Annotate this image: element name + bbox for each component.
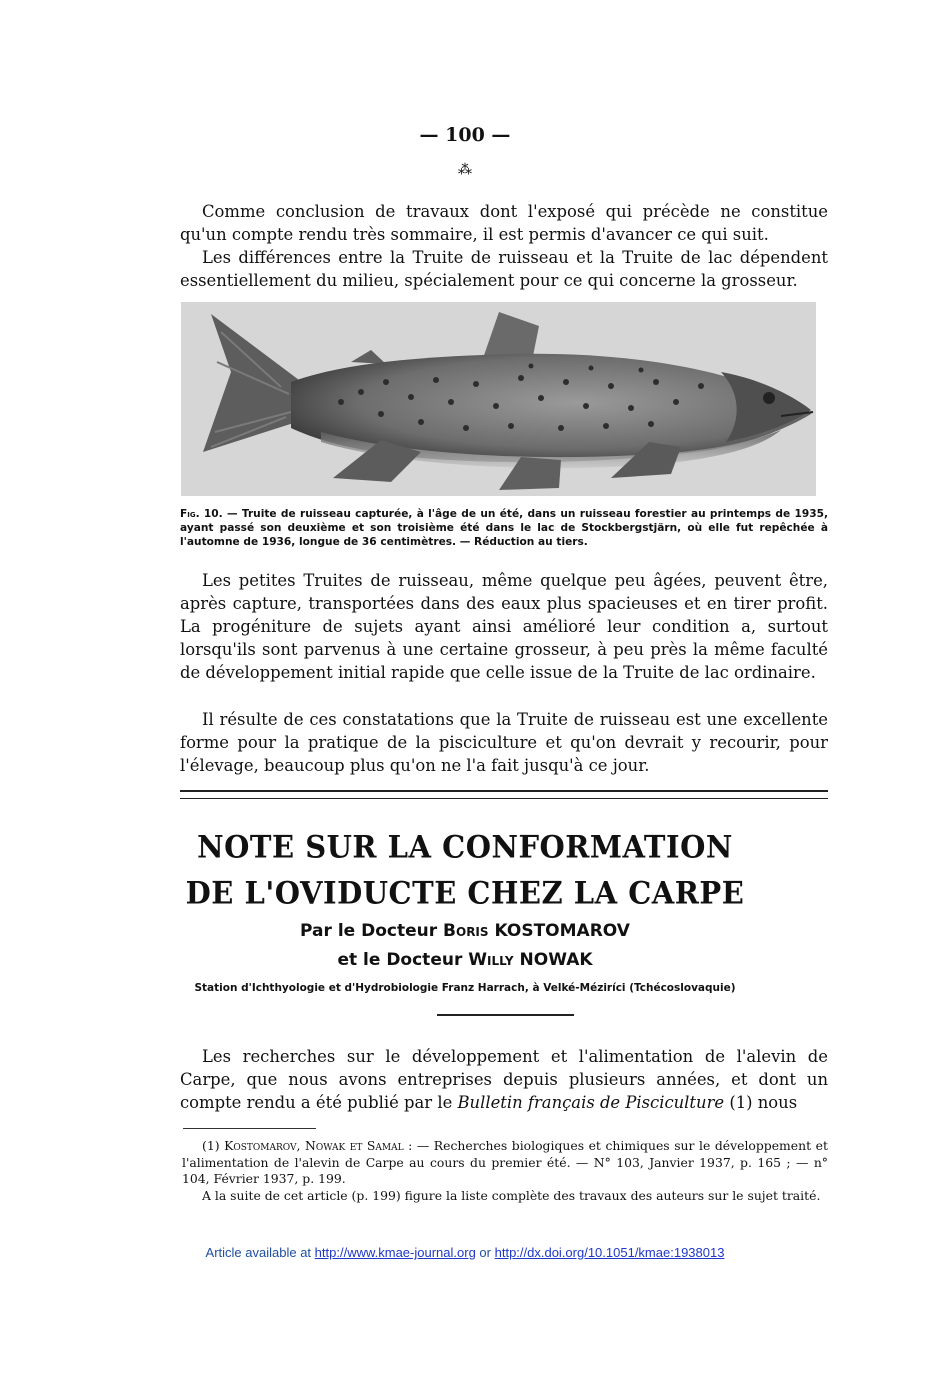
conclusion-sentence-1: Comme conclusion de travaux dont l'exposé qui précède ne constitue qu'un compte rendu très sommaire, il est permis d'avancer ce qui suit. <box>180 202 828 244</box>
title-underline <box>437 1014 574 1016</box>
page-number: — 100 — <box>419 124 511 146</box>
doi-url-link[interactable]: http://dx.doi.org/10.1051/kmae:1938013 <box>494 1245 725 1260</box>
section-break-asterism: ⁂ <box>458 162 472 178</box>
body-paragraph-3: Il résulte de ces constatations que la Truite de ruisseau est une excellente forme pour la pratique de la pisciculture et qu'on devrait y recourir, pour l'élevage, beaucoup plus qu'on ne l'a fait jusqu'à ce jour. <box>180 710 828 775</box>
figure-caption <box>180 507 828 549</box>
article-intro-paragraph: Les recherches sur le développement et l'alimentation de l'alevin de Carpe, que nous avons entreprises depuis plusieurs années, et dont un compte rendu a été publié par le Bulletin français de Pisciculture (1) nous <box>180 1047 828 1112</box>
trout-photo <box>181 302 816 496</box>
article-title <box>0 824 930 916</box>
author-affiliation: Station d'Ichthyologie et d'Hydrobiologie Franz Harrach, à Velké-Méziríci (Tchécoslovaquie) <box>194 982 736 994</box>
footnote-2: A la suite de cet article (p. 199) figure la liste complète des travaux des auteurs sur le sujet traité. <box>202 1187 821 1203</box>
conclusion-sentence-2: Les différences entre la Truite de ruisseau et la Truite de lac dépendent essentiellement du milieu, spécialement pour ce qui concerne la grosseur. <box>180 248 828 290</box>
author-byline-2: et le Docteur Willy NOWAK <box>337 950 593 970</box>
article-title-line-1: NOTE SUR LA CONFORMATION <box>197 829 733 865</box>
body-paragraph-2: Les petites Truites de ruisseau, même quelque peu âgées, peuvent être, après capture, transportées dans des eaux plus spacieuses et en tirer profit. La progéniture de sujets ayant ainsi amélioré leur condition a, surtout lorsqu'ils sont parvenus à une certaine grosseur, à peu près la même faculté de développement initial rapide que celle issue de la Truite de lac ordinaire. <box>180 571 828 682</box>
journal-name: Bulletin français de Pisciculture <box>457 1093 725 1112</box>
figure-label: Fig. 10. <box>180 508 223 520</box>
footnotes <box>182 1138 828 1204</box>
conclusion-paragraph <box>180 200 828 292</box>
footnote-separator <box>183 1128 316 1129</box>
section-separator <box>180 790 828 799</box>
footnote-1: (1) Kostomarov, Nowak et Samal : — Recherches biologiques et chimiques sur le développement et l'alimentation de l'alevin de Carpe au cours du premier été. — N° 103, Janvier 1937, p. 165 ; — n° 104, Février 1937, p. 199. <box>182 1138 828 1186</box>
article-availability-line: Article available at http://www.kmae-journal.org or http://dx.doi.org/10.1051/kmae:1938013 <box>205 1245 725 1260</box>
author-byline-1: Par le Docteur Boris KOSTOMAROV <box>300 921 630 941</box>
figure-caption-text: — Truite de ruisseau capturée, à l'âge de un été, dans un ruisseau forestier au printemps de 1935, ayant passé son deuxième et son troisième été dans le lac de Stockbergstjärn, où elle fut repêchée à l'automne de 1936, longue de 36 centimètres. — Réduction au tiers. <box>180 508 828 548</box>
article-title-line-2: DE L'OVIDUCTE CHEZ LA CARPE <box>185 875 745 911</box>
journal-url-link[interactable]: http://www.kmae-journal.org <box>314 1245 476 1260</box>
trout-illustration <box>181 302 816 496</box>
